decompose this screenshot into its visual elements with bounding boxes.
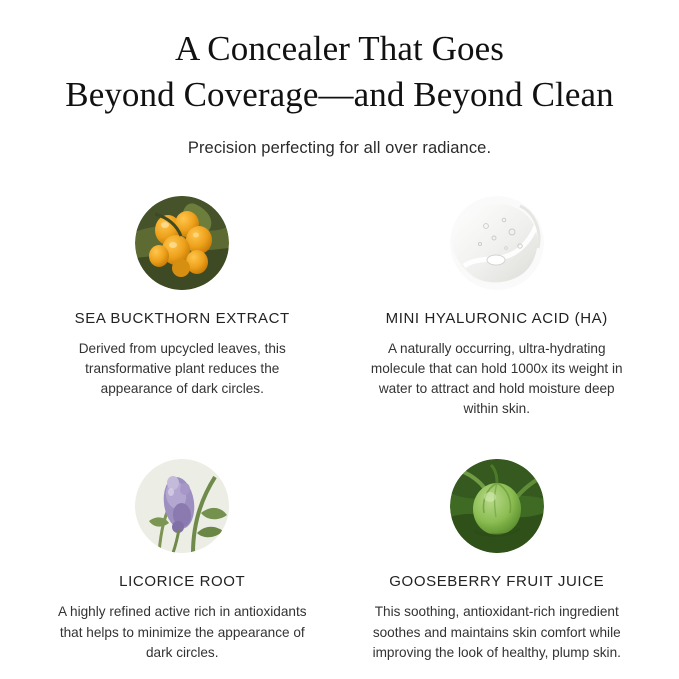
page-title bbox=[30, 26, 649, 117]
gooseberry-fruit-photo bbox=[450, 459, 544, 553]
ingredient-description: Derived from upcycled leaves, this transformative plant reduces the appearance of dark circles. bbox=[78, 341, 286, 397]
ingredient-title: GOOSEBERRY FRUIT JUICE bbox=[389, 573, 605, 591]
headline-line-1: A Concealer That Goes bbox=[175, 29, 504, 68]
hyaluronic-acid-gel-swatch-photo bbox=[450, 196, 544, 290]
ingredient-grid bbox=[30, 196, 649, 663]
ingredient-card bbox=[345, 459, 650, 662]
ingredient-description: A highly refined active rich in antioxidants that helps to minimize the appearance of dark circles. bbox=[57, 604, 307, 660]
ingredient-card bbox=[30, 196, 335, 419]
ingredient-description: A naturally occurring, ultra-hydrating molecule that can hold 1000x its weight in water to attract and hold moisture deep within skin. bbox=[370, 341, 623, 417]
subheadline: Precision perfecting for all over radiance. bbox=[187, 139, 492, 157]
ingredient-title: SEA BUCKTHORN EXTRACT bbox=[74, 310, 290, 327]
headline-line-2: Beyond Coverage—and Beyond Clean bbox=[65, 74, 614, 114]
ingredient-description: This soothing, antioxidant-rich ingredient soothes and maintains skin comfort while improving the look of healthy, plump skin. bbox=[372, 604, 621, 660]
ingredient-title: LICORICE ROOT bbox=[119, 573, 246, 591]
ingredient-card bbox=[30, 459, 335, 662]
ingredient-title: MINI HYALURONIC ACID (HA) bbox=[385, 310, 608, 327]
sea-buckthorn-berries-photo bbox=[135, 196, 229, 290]
licorice-root-flower-photo bbox=[135, 459, 229, 553]
ingredient-card bbox=[345, 196, 650, 419]
